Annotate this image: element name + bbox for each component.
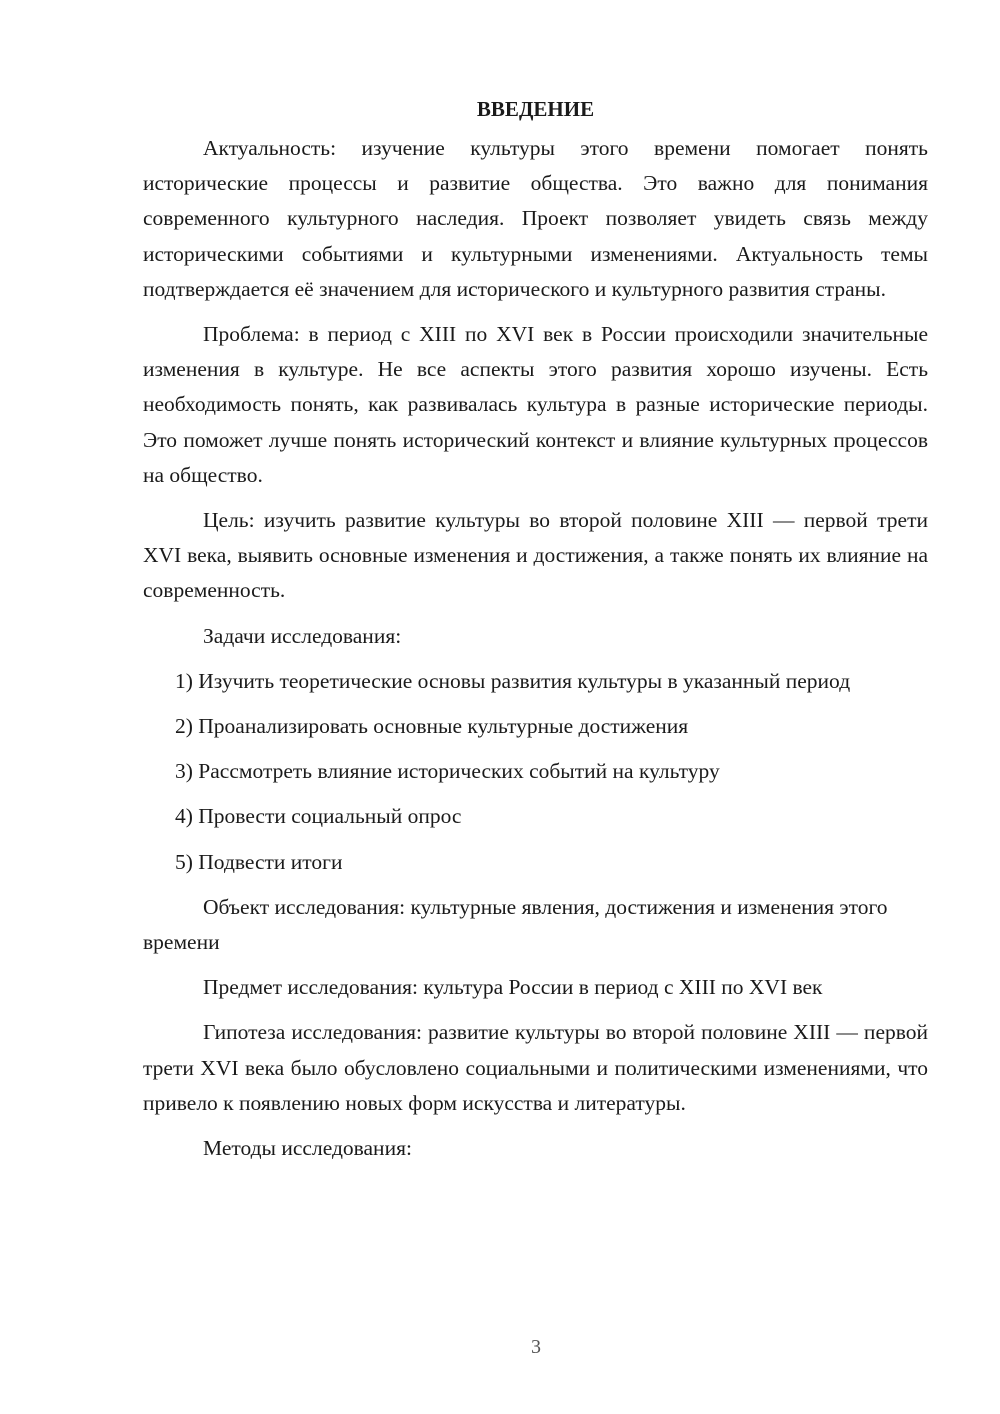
task-item-3: 3) Рассмотреть влияние исторических событий на культуру — [175, 759, 720, 784]
task-item-5: 5) Подвести итоги — [175, 849, 343, 874]
paragraph-subject: Предмет исследования: культура России в период с XIII по XVI век — [203, 975, 823, 1000]
tasks-heading: Задачи исследования: — [203, 623, 402, 648]
task-item-4: 4) Провести социальный опрос — [175, 804, 462, 829]
section-title: ВВЕДЕНИЕ — [476, 97, 595, 121]
document-page — [143, 92, 928, 1176]
page-number: 3 — [531, 1336, 541, 1358]
paragraph-hypothesis: Гипотеза исследования: развитие культуры во второй половине XIII — первой трети XVI века было обусловлено социальными и политическими изменениями, что привело к появлению новых форм искусства и литературы. — [143, 1020, 928, 1115]
task-item-1: 1) Изучить теоретические основы развития культуры в указанный период — [175, 668, 851, 693]
paragraph-object: Объект исследования: культурные явления, достижения и изменения этого времени — [143, 894, 888, 955]
methods-heading: Методы исследования: — [203, 1136, 412, 1161]
paragraph-goal: Цель: изучить развитие культуры во второй половине XIII — первой трети XVI века, выявить основные изменения и достижения, а также понять их влияние на современность. — [143, 508, 928, 603]
task-item-2: 2) Проанализировать основные культурные достижения — [175, 714, 689, 739]
paragraph-problem: Проблема: в период с XIII по XVI век в России происходили значительные изменения в культуре. Не все аспекты этого развития хорошо изучены. Есть необходимость понять, как развивалась культура в разные исторические периоды. Это поможет лучше понять исторический контекст и влияние культурных процессов на общество. — [143, 322, 928, 487]
paragraph-relevance: Актуальность: изучение культуры этого времени помогает понять исторические процессы и развитие общества. Это важно для понимания современного культурного наследия. Проект позволяет увидеть связь между историческими событиями и культурными изменениями. Актуальность темы подтверждается её значением для исторического и культурного развития страны. — [143, 136, 928, 301]
